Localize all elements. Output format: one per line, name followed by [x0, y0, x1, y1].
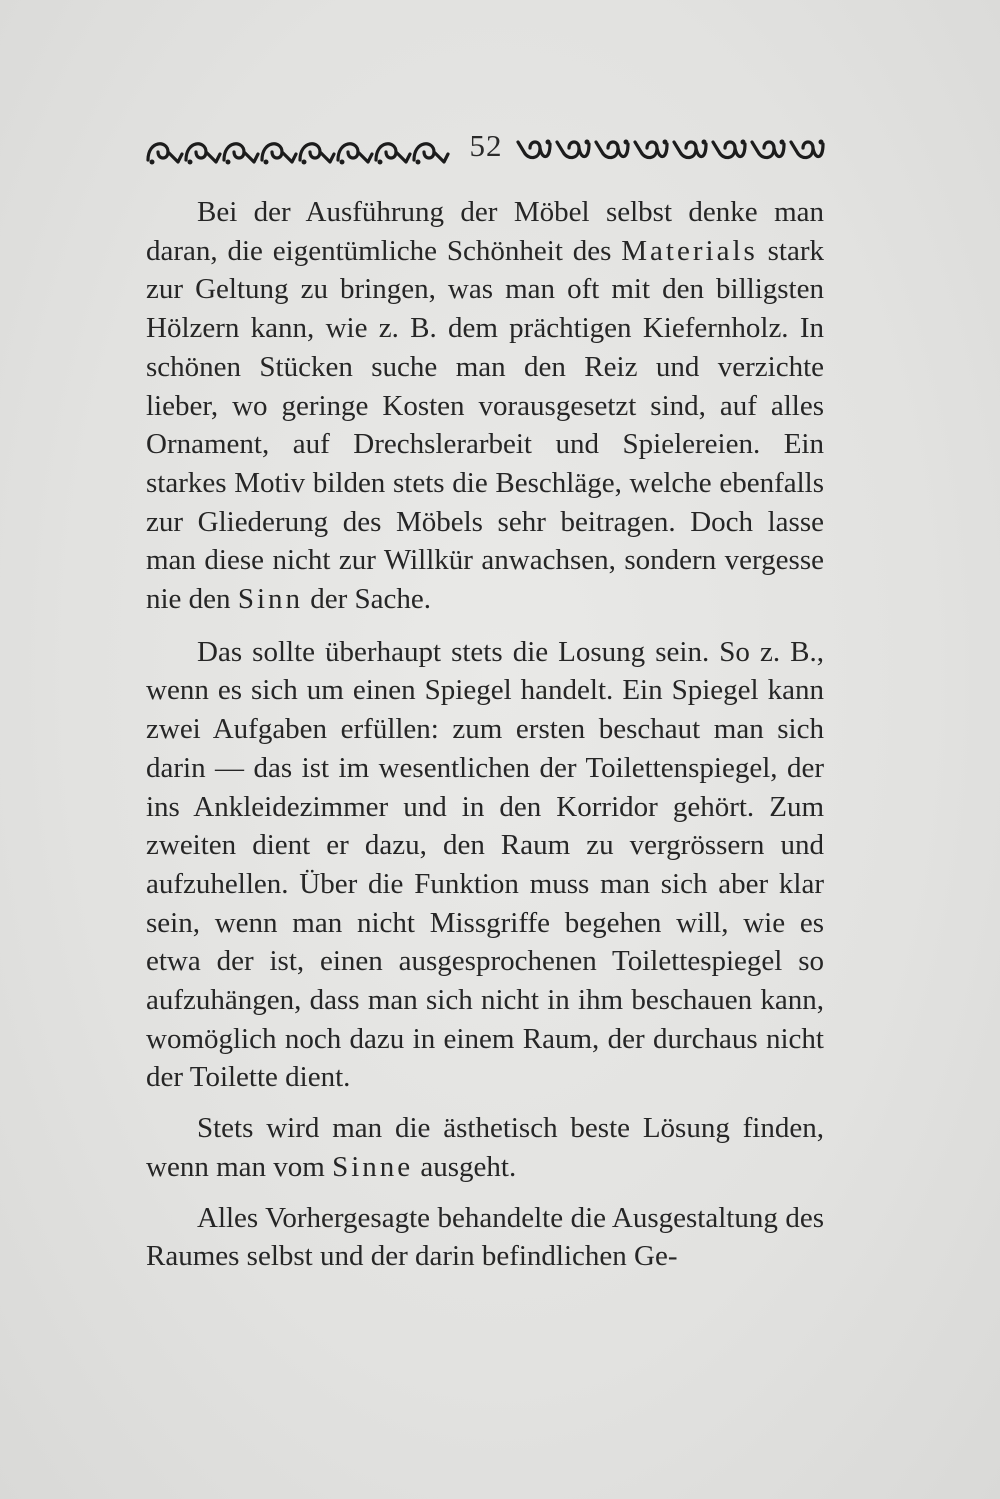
paragraph-1-part-3: der Sache.: [303, 583, 432, 616]
paragraph-1-part-2: stark zur Geltung zu bringen, was man oft mit den billigsten Hölzern kann, wie z. B. dem prächtigen Kiefernholz. In schönen Stücken suche man den Reiz und verzichte lieber, wo geringe Kosten vorausgesetzt sind, auf alles Ornament, auf Drechslerarbeit und Spielereien. Ein starkes Motiv bilden stets die Beschläge, welche ebenfalls zur Gliederung des Möbels sehr beitragen. Doch lasse man diese nicht zur Willkür anwachsen, sondern vergesse nie den: [146, 234, 825, 616]
paragraph-4: Alles Vorhergesagte behandelte die Ausgestaltung des Raumes selbst und der darin befindlichen Ge-: [146, 1201, 824, 1273]
ornament-right-icon: [514, 134, 826, 168]
body-text: [146, 193, 824, 1288]
paragraph-1: [146, 193, 824, 619]
ornament-left-icon: [146, 134, 451, 168]
emphasis-materials: Materials: [621, 234, 758, 267]
emphasis-sinn: Sinn: [237, 583, 303, 616]
paragraph-3-part-1: Stets wird man die ästhetisch beste Lösung finden, wenn man vom: [146, 1112, 824, 1183]
paragraph-1-part-1: Bei der Ausführung der Möbel selbst denke man daran, die eigentümliche Schönheit des: [146, 196, 824, 267]
paragraph-3: [146, 1109, 824, 1186]
emphasis-sinne: Sinne: [332, 1150, 414, 1183]
page-header: [146, 126, 826, 174]
paragraph-3-part-2: ausgeht.: [413, 1150, 517, 1183]
paragraph-2: Das sollte überhaupt stets die Losung sein. So z. B., wenn es sich um einen Spiegel handelt. Ein Spiegel kann zwei Aufgaben erfüllen: zum ersten beschaut man sich darin — das ist im wesentlichen der Toilettenspiegel, der ins Ankleidezimmer und in den Korridor gehört. Zum zweiten dient er dazu, den Raum zu vergrössern und aufzuhellen. Über die Funktion muss man sich aber klar sein, wenn man nicht Missgriffe begehen will, wie es etwa der ist, einen ausgesprochenen Toilettespiegel so aufzuhängen, dass man sich nicht in ihm beschauen kann, womöglich noch dazu in einem Raum, der durchaus nicht der Toilette dient.: [146, 635, 824, 1094]
page-number: 52: [469, 128, 503, 163]
